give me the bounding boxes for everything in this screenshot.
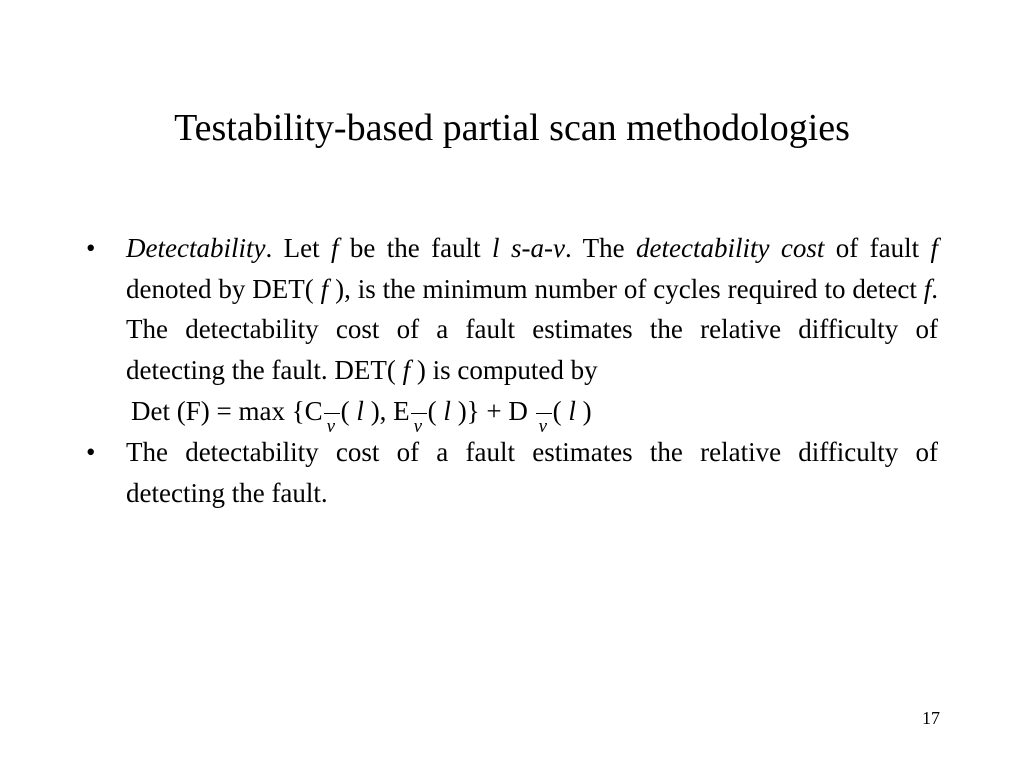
bullet-icon: • bbox=[86, 437, 96, 467]
v-bar-subscript bbox=[535, 402, 553, 437]
text-run: ), is the minimum number of cycles required to detect bbox=[328, 273, 924, 304]
symbol-f: f bbox=[923, 273, 932, 304]
detectability-paragraph bbox=[126, 233, 938, 385]
formula-part: Det (F) = max {C bbox=[131, 396, 323, 426]
bullet-detectability bbox=[86, 228, 938, 390]
formula-part: ( bbox=[427, 396, 444, 426]
symbol-l: l bbox=[568, 396, 576, 426]
subscript-v: v bbox=[326, 416, 336, 437]
formula-part: ) bbox=[575, 396, 592, 426]
formula-part: )} + D bbox=[450, 396, 535, 426]
symbol-f: f bbox=[320, 273, 329, 304]
slide-body bbox=[86, 228, 938, 513]
term-detectability-cost: detectability cost bbox=[636, 233, 825, 263]
symbol-sav: s-a-v bbox=[510, 233, 565, 263]
text-run: . Let bbox=[265, 233, 331, 263]
v-bar-subscript bbox=[323, 402, 341, 437]
term-detectability: Detectability bbox=[126, 233, 266, 263]
subscript-v: v bbox=[413, 416, 423, 437]
bullet-icon: • bbox=[86, 233, 96, 263]
text-run: of fault bbox=[824, 233, 931, 263]
bullet-cost-estimate bbox=[86, 432, 938, 513]
symbol-l: l bbox=[443, 396, 451, 426]
formula-part: ( bbox=[552, 396, 569, 426]
page-number: 17 bbox=[922, 708, 940, 728]
detectability-formula bbox=[86, 390, 938, 437]
text-run: denoted by DET( bbox=[126, 273, 321, 304]
symbol-f: f bbox=[930, 233, 939, 263]
formula-part: ( bbox=[340, 396, 357, 426]
formula-part: ), E bbox=[363, 396, 410, 426]
text-run bbox=[500, 233, 511, 263]
subscript-v: v bbox=[538, 416, 548, 437]
symbol-f: f bbox=[402, 354, 411, 385]
text-run: . The bbox=[564, 233, 636, 263]
cost-estimate-paragraph: The detectability cost of a fault estimates the relative difficulty of detecting the fault. bbox=[126, 437, 938, 508]
symbol-l: l bbox=[492, 233, 500, 263]
slide-title: Testability-based partial scan methodologies bbox=[174, 107, 850, 149]
symbol-f: f bbox=[330, 233, 339, 263]
text-run: . The detectability cost of a fault estimates the relative difficulty of detecting the fault. DET( bbox=[126, 273, 938, 385]
text-run: ) is computed by bbox=[410, 354, 598, 385]
v-bar-subscript bbox=[410, 402, 428, 437]
symbol-l: l bbox=[356, 396, 364, 426]
text-run: be the fault bbox=[338, 233, 493, 263]
